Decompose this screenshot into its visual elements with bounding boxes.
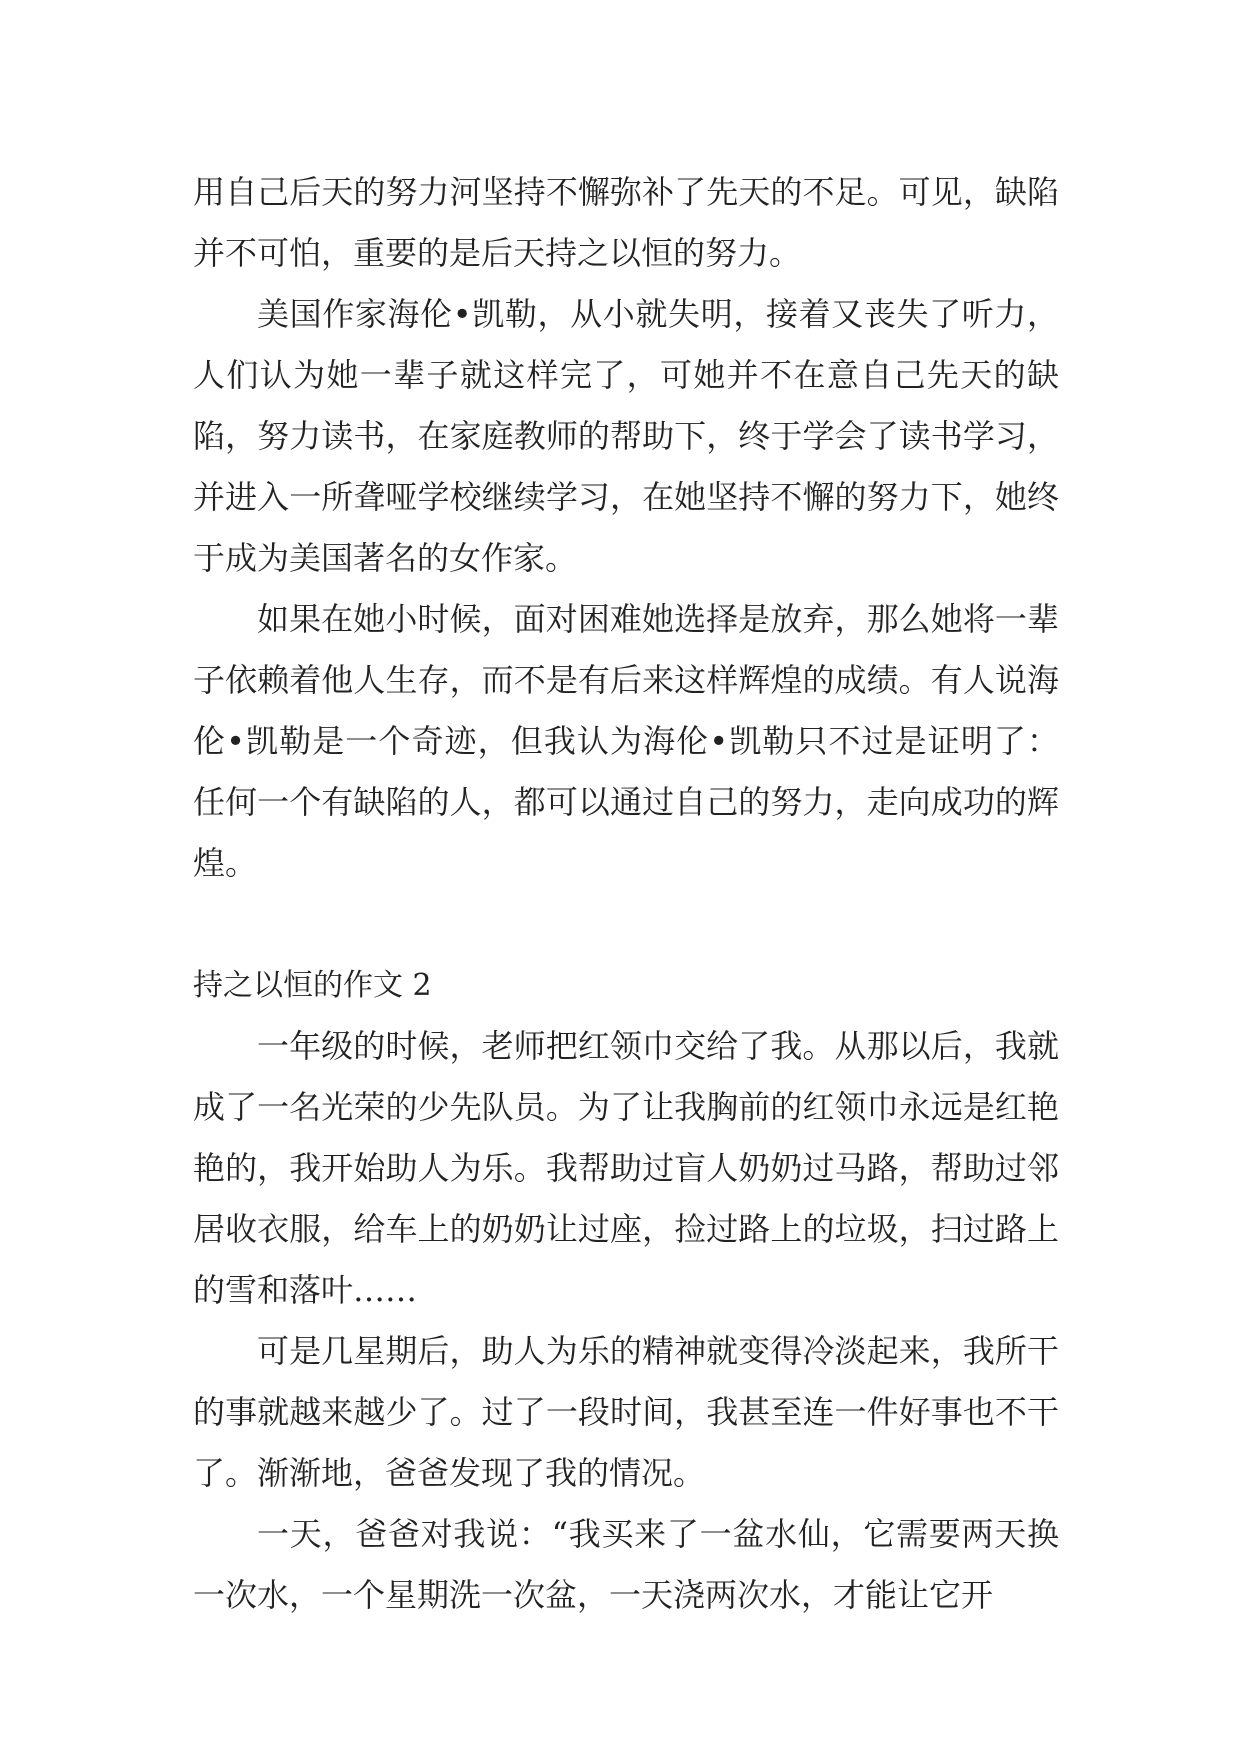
paragraph-4: 一年级的时候，老师把红领巾交给了我。从那以后，我就成了一名光荣的少先队员。为了让我胸前的红领巾永远是红艳艳的，我开始助人为乐。我帮助过盲人奶奶过马路，帮助过邻居收衣服，给车上的奶奶让过座，捡过路上的垃圾，扫过路上的雪和落叶…… xyxy=(193,1027,1059,1309)
section-heading: 持之以恒的作文 2 xyxy=(193,968,432,1003)
paragraph-3: 如果在她小时候，面对困难她选择是放弃，那么她将一辈子依赖着他人生存，而不是有后来这样辉煌的成绩。有人说海伦•凯勒是一个奇迹，但我认为海伦•凯勒只不过是证明了：任何一个有缺陷的人，都可以通过自己的努力，走向成功的辉煌。 xyxy=(193,600,1059,882)
paragraph-2: 美国作家海伦•凯勒，从小就失明，接着又丧失了听力，人们认为她一辈子就这样完了，可她并不在意自己先天的缺陷，努力读书，在家庭教师的帮助下，终于学会了读书学习，并进入一所聋哑学校继续学习，在她坚持不懈的努力下，她终于成为美国著名的女作家。 xyxy=(193,295,1059,577)
document-page xyxy=(193,162,1059,1626)
paragraph-6: 一天，爸爸对我说：“我买来了一盆水仙，它需要两天换一次水，一个星期洗一次盆，一天浇两次水，才能让它开 xyxy=(193,1515,1059,1614)
paragraph-5: 可是几星期后，助人为乐的精神就变得冷淡起来，我所干的事就越来越少了。过了一段时间，我甚至连一件好事也不干了。渐渐地，爸爸发现了我的情况。 xyxy=(193,1332,1059,1492)
paragraph-1: 用自己后天的努力河坚持不懈弥补了先天的不足。可见，缺陷并不可怕，重要的是后天持之以恒的努力。 xyxy=(193,173,1059,272)
